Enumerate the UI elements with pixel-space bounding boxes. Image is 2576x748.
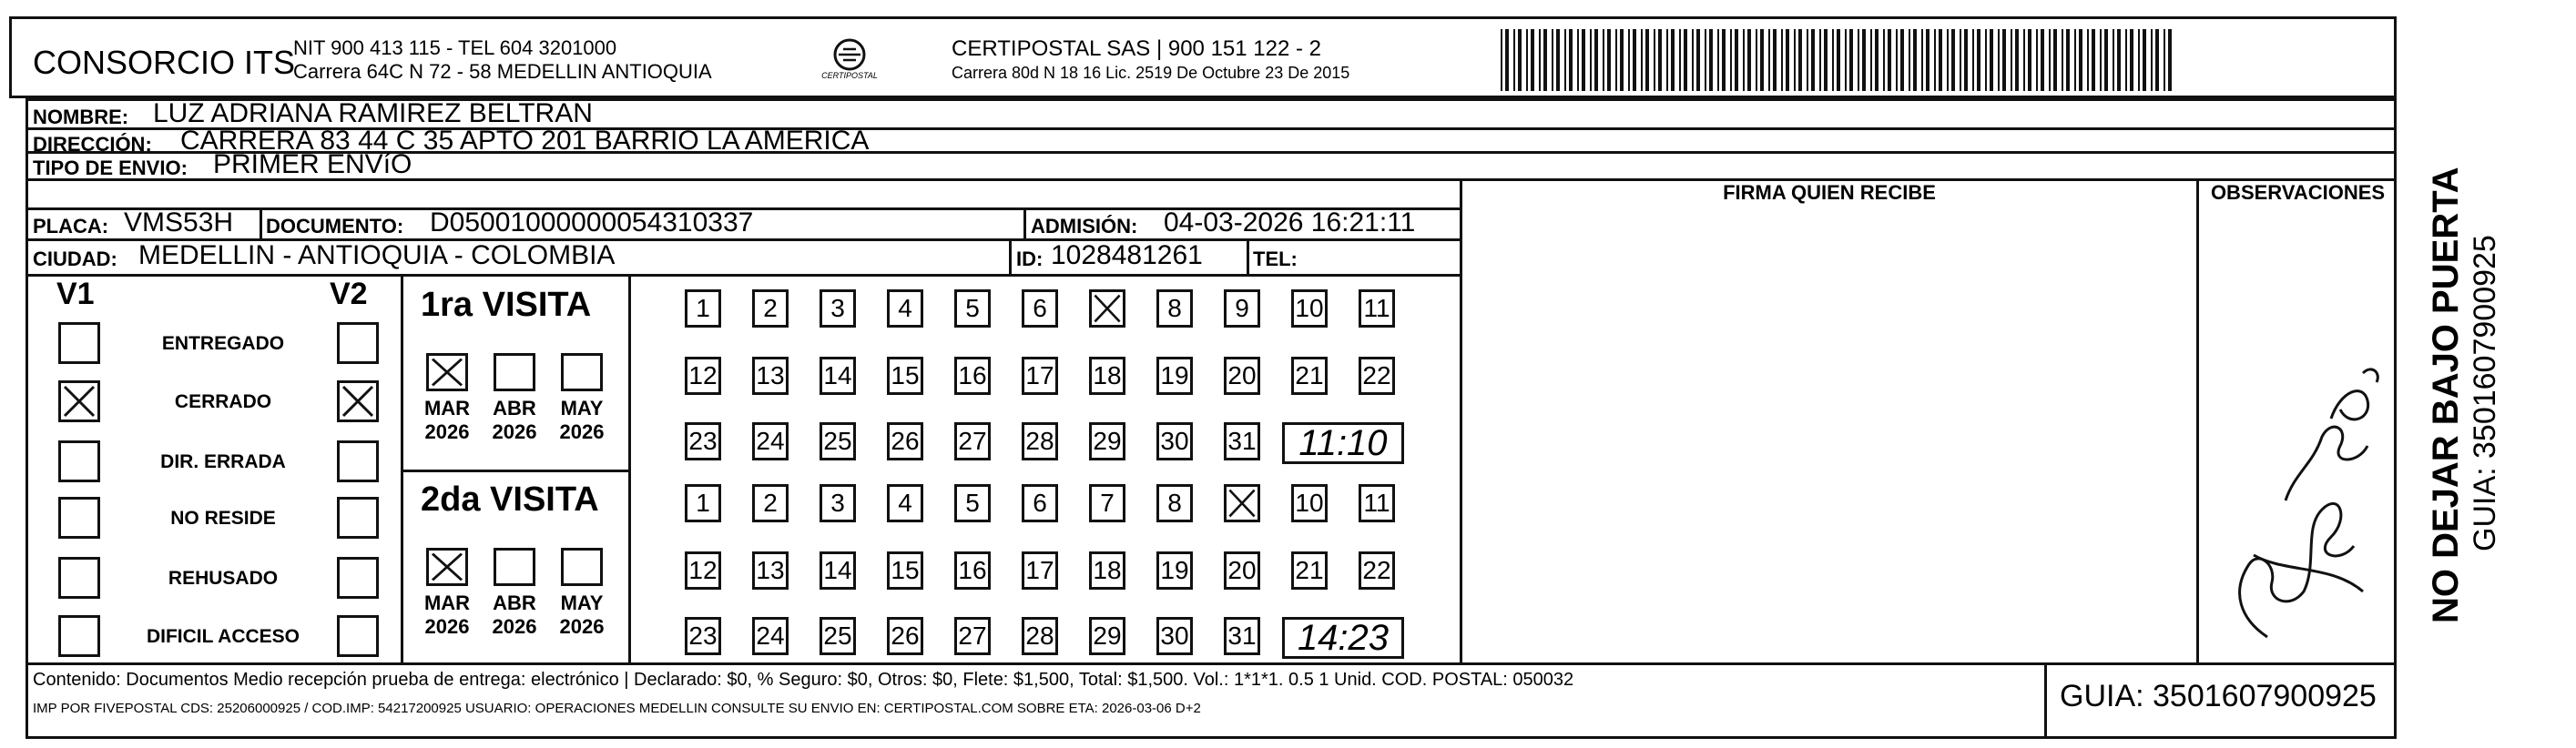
visit-day-box[interactable]: 4: [887, 289, 923, 328]
status-label: DIR. ERRADA: [160, 451, 286, 472]
x-mark-icon: [429, 356, 465, 389]
x-mark-icon: [1092, 292, 1123, 325]
visit-day-box[interactable]: 21: [1291, 551, 1328, 590]
visit-month-checkbox[interactable]: [561, 353, 603, 391]
visit-day-box[interactable]: 12: [685, 551, 721, 590]
visit-day-box[interactable]: 14: [820, 551, 856, 590]
status-v1-checkbox[interactable]: [58, 557, 100, 599]
observations-column-header: OBSERVACIONES: [2210, 181, 2386, 204]
visit-day-box[interactable]: 31: [1224, 422, 1260, 460]
status-label: CERRADO: [174, 391, 272, 412]
status-label: DIFICIL ACCESO: [146, 626, 300, 647]
visit-day-box[interactable]: 30: [1156, 422, 1193, 460]
company-nit: NIT 900 413 115 - TEL 604 3201000: [293, 36, 617, 59]
visit-day-box[interactable]: 16: [954, 357, 991, 395]
carrier-address: Carrera 80d N 18 16 Lic. 2519 De Octubre 23 De 2015: [952, 64, 1350, 82]
visit-month-checkbox[interactable]: [494, 548, 535, 586]
document-label: DOCUMENTO:: [266, 215, 404, 238]
status-v2-checkbox[interactable]: [337, 497, 379, 539]
address-label: DIRECCIÓN:: [33, 133, 152, 156]
admission-value: 04-03-2026 16:21:11: [1164, 207, 1416, 238]
status-v2-checkbox[interactable]: [337, 615, 379, 657]
x-mark-icon: [1227, 487, 1257, 520]
v2-label: V2: [330, 277, 368, 311]
visit-month-checkbox[interactable]: [561, 548, 603, 586]
visit-day-box[interactable]: 25: [820, 422, 856, 460]
visit-day-box[interactable]: 19: [1156, 357, 1193, 395]
visit-day-box[interactable]: 10: [1291, 484, 1328, 522]
x-mark-icon: [429, 551, 465, 583]
visit-day-box[interactable]: 3: [820, 484, 856, 522]
visit-day-box[interactable]: 24: [752, 422, 789, 460]
visit-day-box[interactable]: 9: [1224, 289, 1260, 328]
status-v1-checkbox[interactable]: [58, 440, 100, 482]
visit-title: 2da VISITA: [421, 480, 599, 519]
visit-day-box[interactable]: 18: [1089, 357, 1125, 395]
visit-day-box[interactable]: 1: [685, 289, 721, 328]
status-v1-checkbox[interactable]: [58, 380, 100, 422]
visit-day-box[interactable]: 29: [1089, 617, 1125, 655]
footer-content: Contenido: Documentos Medio recepción prueba de entrega: electrónico | Declarado: $0, % Seguro: $0, Otros: $0, Flete: $1,500, Total: $1,500. Vol.: 1*1*1. 0.5 1 Unid. COD. POSTAL: 050032: [33, 670, 1574, 690]
visit-day-box[interactable]: 6: [1022, 289, 1058, 328]
x-mark-icon: [61, 383, 97, 419]
admission-label: ADMISIÓN:: [1031, 215, 1138, 238]
visit-month-label: MAR 2026: [423, 591, 471, 638]
status-v1-checkbox[interactable]: [58, 322, 100, 364]
logo-text: CERTIPOSTAL: [821, 71, 878, 80]
visit-day-box[interactable]: 17: [1022, 357, 1058, 395]
status-label: ENTREGADO: [161, 333, 285, 354]
recipient-address: CARRERA 83 44 C 35 APTO 201 BARRIO LA AMERICA: [180, 126, 870, 156]
visit-day-box[interactable]: 5: [954, 289, 991, 328]
v1-label: V1: [56, 277, 95, 311]
visit-day-box[interactable]: 11: [1359, 289, 1395, 328]
recipient-name: LUZ ADRIANA RAMIREZ BELTRAN: [153, 98, 593, 128]
visit-day-box[interactable]: 15: [887, 357, 923, 395]
company-address: Carrera 64C N 72 - 58 MEDELLIN ANTIOQUIA: [293, 60, 712, 83]
document-value: D05001000000054310337: [430, 207, 754, 238]
visit-day-box[interactable]: [1089, 289, 1125, 328]
certipostal-logo: [809, 35, 891, 87]
visit-day-box[interactable]: 31: [1224, 617, 1260, 655]
plate-value: VMS53H: [124, 207, 234, 238]
shipment-type-label: TIPO DE ENVIO:: [33, 157, 188, 179]
city-value: MEDELLIN - ANTIOQUIA - COLOMBIA: [138, 240, 616, 270]
visit-day-box[interactable]: 28: [1022, 422, 1058, 460]
visit-time-box[interactable]: 14:23: [1282, 617, 1404, 659]
visit-month-label: ABR 2026: [492, 397, 537, 443]
visit-title: 1ra VISITA: [421, 286, 592, 324]
tel-label: TEL:: [1253, 248, 1298, 270]
carrier-line: CERTIPOSTAL SAS | 900 151 122 - 2: [952, 36, 1321, 61]
visit-day-box[interactable]: 11: [1359, 484, 1395, 522]
side-guia: GUIA: 3501607900925: [2468, 235, 2502, 551]
status-v2-checkbox[interactable]: [337, 557, 379, 599]
signature-column-header: FIRMA QUIEN RECIBE: [1723, 181, 1936, 204]
visit-day-box[interactable]: 26: [887, 617, 923, 655]
status-v2-checkbox[interactable]: [337, 322, 379, 364]
visit-day-box[interactable]: 17: [1022, 551, 1058, 590]
visit-day-box[interactable]: 6: [1022, 484, 1058, 522]
visit-day-box[interactable]: 15: [887, 551, 923, 590]
visit-day-box[interactable]: 27: [954, 617, 991, 655]
visit-day-box[interactable]: 26: [887, 422, 923, 460]
visit-month-checkbox[interactable]: [426, 353, 468, 391]
visit-day-box[interactable]: 13: [752, 551, 789, 590]
visit-day-box[interactable]: 21: [1291, 357, 1328, 395]
barcode-icon: [1501, 29, 2179, 91]
status-label: REHUSADO: [168, 568, 279, 589]
visit-day-box[interactable]: [1224, 484, 1260, 522]
visit-day-box[interactable]: 7: [1089, 484, 1125, 522]
visit-month-label: MAY 2026: [559, 591, 605, 638]
status-v1-checkbox[interactable]: [58, 615, 100, 657]
visit-day-box[interactable]: 24: [752, 617, 789, 655]
status-v1-checkbox[interactable]: [58, 497, 100, 539]
visit-time-box[interactable]: 11:10: [1282, 422, 1404, 464]
status-v2-checkbox[interactable]: [337, 440, 379, 482]
signature-area: [1462, 207, 2196, 662]
visit-day-box[interactable]: 28: [1022, 617, 1058, 655]
visit-day-box[interactable]: 16: [954, 551, 991, 590]
name-label: NOMBRE:: [33, 106, 129, 128]
visit-day-box[interactable]: 22: [1359, 551, 1395, 590]
id-value: 1028481261: [1051, 240, 1203, 270]
visit-month-checkbox[interactable]: [426, 548, 468, 586]
visit-day-box[interactable]: 2: [752, 289, 789, 328]
footer-imp: IMP POR FIVEPOSTAL CDS: 25206000925 / COD.IMP: 54217200925 USUARIO: OPERACIONES MEDELLIN CONSULTE SU ENVIO EN: CERTIPOSTAL.COM SOBRE ETA: 2026-03-06 D+2: [33, 701, 1201, 716]
visit-day-box[interactable]: 23: [685, 422, 721, 460]
visit-day-box[interactable]: 3: [820, 289, 856, 328]
visit-day-box[interactable]: 2: [752, 484, 789, 522]
visit-day-box[interactable]: 25: [820, 617, 856, 655]
visit-month-label: ABR 2026: [492, 591, 537, 638]
visit-day-box[interactable]: 12: [685, 357, 721, 395]
visit-day-box[interactable]: 4: [887, 484, 923, 522]
visit-day-box[interactable]: 14: [820, 357, 856, 395]
visit-day-box[interactable]: 29: [1089, 422, 1125, 460]
x-mark-icon: [340, 383, 376, 419]
visit-day-box[interactable]: 18: [1089, 551, 1125, 590]
id-label: ID:: [1016, 248, 1044, 270]
visit-month-label: MAY 2026: [559, 397, 605, 443]
status-v2-checkbox[interactable]: [337, 380, 379, 422]
visit-day-box[interactable]: 19: [1156, 551, 1193, 590]
visit-day-box[interactable]: 27: [954, 422, 991, 460]
plate-label: PLACA:: [33, 215, 109, 238]
visit-month-checkbox[interactable]: [494, 353, 535, 391]
visit-month-label: MAR 2026: [423, 397, 471, 443]
handwritten-signature-icon: [2204, 291, 2386, 655]
shipment-type: PRIMER ENVíO: [213, 149, 412, 179]
side-notice: NO DEJAR BAJO PUERTA: [2426, 167, 2466, 623]
visit-day-box[interactable]: 8: [1156, 289, 1193, 328]
observation-signature: [2204, 291, 2386, 655]
visit-day-box[interactable]: 5: [954, 484, 991, 522]
visit-day-box[interactable]: 30: [1156, 617, 1193, 655]
city-label: CIUDAD:: [33, 248, 117, 270]
company-name: CONSORCIO ITS: [33, 44, 296, 81]
visit-day-box[interactable]: 1: [685, 484, 721, 522]
visit-day-box[interactable]: 20: [1224, 551, 1260, 590]
status-label: NO RESIDE: [170, 508, 276, 529]
visit-day-box[interactable]: 22: [1359, 357, 1395, 395]
visit-day-box[interactable]: 10: [1291, 289, 1328, 328]
visit-day-box[interactable]: 13: [752, 357, 789, 395]
visit-day-box[interactable]: 8: [1156, 484, 1193, 522]
visit-day-box[interactable]: 23: [685, 617, 721, 655]
footer-guia: GUIA: 3501607900925: [2060, 679, 2377, 713]
visit-day-box[interactable]: 20: [1224, 357, 1260, 395]
